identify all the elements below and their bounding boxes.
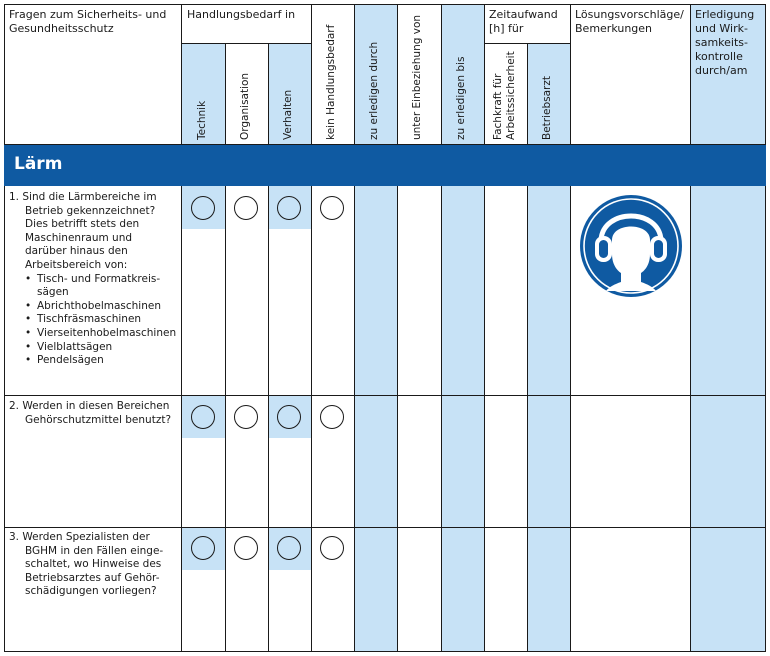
checkbox-q3-technik[interactable] <box>191 536 215 560</box>
effort-header: Zeitaufwand [h] für <box>489 8 558 35</box>
checkbox-q1-organisation[interactable] <box>234 196 258 220</box>
checkbox-q2-organisation[interactable] <box>234 405 258 429</box>
question-3 <box>9 531 179 599</box>
bullet-item: • Vielblattsägen <box>25 341 179 355</box>
grid-bottom <box>4 651 766 652</box>
solutions-header: Lösungsvorschläge/ Bemerkungen <box>575 8 684 35</box>
sub-header-technik: Technik <box>196 100 208 140</box>
section-bar <box>4 145 766 186</box>
section-title: Lärm <box>14 154 63 174</box>
grid-v2 <box>225 43 226 652</box>
grid-v3 <box>268 43 269 652</box>
checkbox-q2-no-action[interactable] <box>320 405 344 429</box>
grid-v4 <box>311 4 312 652</box>
grid-action-sub <box>182 43 311 44</box>
completion-header: Erledigung und Wirk-samkeits-kontrolle durch/am <box>695 8 755 77</box>
question-1-text: 1. Sind die Lärmbereiche im Betrieb gekennzeichnet? Dies betrifft stets den Maschinenraum und darüber hinaus den Arbeitsbereich von: <box>9 191 157 271</box>
no-action-header: kein Handlungsbedarf <box>325 24 337 140</box>
question-1 <box>9 191 179 368</box>
question-2-text: 2. Werden in diesen Bereichen Gehörschutzmittel benutzt? <box>9 400 172 426</box>
grid-right <box>765 4 766 652</box>
hearing-protection-sign-icon <box>579 194 683 298</box>
checkbox-q1-no-action[interactable] <box>320 196 344 220</box>
grid-v6 <box>397 4 398 652</box>
sub-header-verhalten: Verhalten <box>282 89 294 140</box>
grid-v9 <box>527 43 528 652</box>
checkbox-q1-technik[interactable] <box>191 196 215 220</box>
question-1-bullets <box>9 273 179 368</box>
bullet-item: • Pendelsägen <box>25 354 179 368</box>
question-3-text: 3. Werden Spezialisten der BGHM in den Fällen einge- schaltet, wo Hinweise des Betriebsarztes auf Gehör- schädigungen vorliegen? <box>9 531 164 598</box>
checkbox-q2-verhalten[interactable] <box>277 405 301 429</box>
bullet-item: • Abrichthobelmaschinen <box>25 300 179 314</box>
done-by-header: zu erledigen durch <box>368 41 380 140</box>
grid-top <box>4 4 766 5</box>
sub-header-organisation: Organisation <box>239 72 251 140</box>
done-until-header: zu erledigen bis <box>455 56 467 140</box>
grid-v1 <box>181 4 182 652</box>
grid-v10 <box>570 4 571 652</box>
checkbox-q1-verhalten[interactable] <box>277 196 301 220</box>
band-completion <box>690 4 766 652</box>
grid-v8 <box>484 4 485 652</box>
checkbox-q2-technik[interactable] <box>191 405 215 429</box>
sub-header-fachkraft: Fachkraft für Arbeitssicherheit <box>492 51 517 140</box>
checkbox-q3-no-action[interactable] <box>320 536 344 560</box>
grid-row2-bottom <box>4 527 766 528</box>
involving-header: unter Einbeziehung von <box>411 14 423 140</box>
checkbox-q3-organisation[interactable] <box>234 536 258 560</box>
bullet-item: • Tischfräsmaschinen <box>25 313 179 327</box>
action-needed-header: Handlungsbedarf in <box>187 8 296 21</box>
grid-v7 <box>441 4 442 652</box>
grid-left <box>4 4 5 652</box>
grid-row1-bottom <box>4 395 766 396</box>
checkbox-q3-verhalten[interactable] <box>277 536 301 560</box>
bullet-item: • Tisch- und Formatkreis- sägen <box>25 273 179 300</box>
question-2 <box>9 400 179 427</box>
questions-header: Fragen zum Sicherheits- und Gesundheitsschutz <box>9 8 167 35</box>
sub-header-betriebsarzt: Betriebsarzt <box>541 76 553 140</box>
grid-v11 <box>690 4 691 652</box>
bullet-item: • Vierseitenhobelmaschinen <box>25 327 179 341</box>
grid-v5 <box>354 4 355 652</box>
